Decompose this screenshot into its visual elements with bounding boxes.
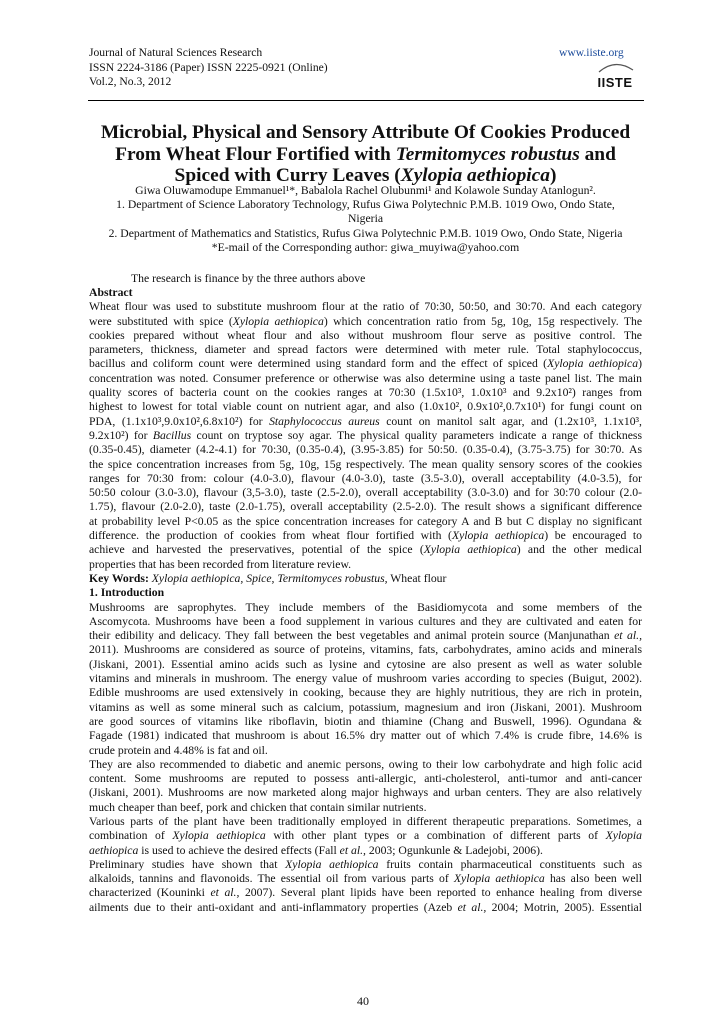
introduction-text: [89, 601, 642, 916]
text-line: their edibility and delicacy. They fall between the best vegetables and animal protein source (Manjunathan et al.,: [89, 629, 642, 643]
title-line-3: Spiced with Curry Leaves (Xylopia aethiopica): [174, 165, 557, 186]
text-line: difference. the production of cookies from wheat flour fortified with (Xylopia aethiopica) be encouraged to: [89, 529, 642, 543]
journal-volume: Vol.2, No.3, 2012: [89, 75, 172, 88]
text-line: 1.75), flavour (2.0-2.0), taste (2.0-1.75), overall acceptability (2.5-2.0). The result shows a significant difference: [89, 500, 642, 514]
title-line-1: Microbial, Physical and Sensory Attribute Of Cookies Produced: [100, 122, 631, 143]
text-line: highest to lowest for total viable count on nutrient agar, and also (1.0x10², 0.9x10²,0.7x10¹) for fungi count on: [89, 400, 642, 414]
keywords-line: Key Words: Xylopia aethiopica, Spice, Termitomyces robustus, Wheat flour: [89, 571, 447, 585]
abstract-heading: Abstract: [89, 286, 133, 299]
text-line: content. Some mushrooms are reputed to possess anti-allergic, anti-cholesterol, anti-tumor and anti-cancer: [89, 772, 642, 786]
text-line: Edible mushrooms are used extensively in cooking, because they are highly nutritious, they are rich in protein,: [89, 686, 642, 700]
affiliation-1-country: Nigeria: [347, 212, 384, 226]
text-line: vitamins and minerals in mushroom. The energy value of mushroom varies according to species (Buigut, 2002).: [89, 672, 642, 686]
journal-name: Journal of Natural Sciences Research: [89, 46, 263, 59]
text-line: characterized (Kouninki et al., 2007). Several plant lipids have been reported to enhance healing from diverse: [89, 886, 642, 900]
text-line: They are also recommended to diabetic and anemic persons, owing to their low carbohydrate and high folic acid: [89, 757, 642, 771]
paper-body: [89, 286, 642, 915]
affiliation-1: 1. Department of Science Laboratory Technology, Rufus Giwa Polytechnic P.M.B. 1019 Owo, Ondo State,: [116, 198, 615, 212]
header-rule: [88, 100, 644, 101]
author-list: Giwa Oluwamodupe Emmanuel¹*, Babalola Rachel Olubunmi¹ and Kolawole Sunday Atanlogun².: [135, 184, 596, 197]
text-line: Fagade (1981) indicated that mushroom is about 16.5% dry matter out of which 7.4% is crude fibre, 14.6% is: [89, 729, 642, 743]
text-line: (Jiskani, 2001). Mushrooms are now marketed along major highways and urban centers. They are also relatively: [89, 786, 642, 800]
title-line-2: From Wheat Flour Fortified with Termitomyces robustus and: [115, 143, 616, 165]
svg-text:IISTE: IISTE: [597, 75, 633, 90]
iiste-logo-icon: [589, 60, 641, 90]
text-line: concentration was noted. Consumer preference or otherwise was also determine using a taste panel list. The main: [89, 371, 642, 385]
text-line: much cheaper than beef, pork and chicken that contain similar nutrients.: [89, 800, 427, 814]
text-line: Ascomycota. Mushrooms have been a food supplement in various cultures and they are cultivated and eaten for: [89, 614, 642, 628]
text-line: bacillus and coliform count were determined using standard form and the effect of spiced (Xylopia aethiopica): [89, 357, 642, 371]
text-line: ranges for 70:30 from: colour (4.0-3.0), flavour (4.0-3.0), taste (3.5-3.0), overall acceptability (4.0-3.5), for: [89, 471, 642, 485]
text-line: (0.35-0.45), diameter (4.2-4.1) for 70:30, (0.35-0.4), (3.95-3.85) for 50:50. (0.35-0.4), (3.75-3.75) for 30:70. As: [89, 443, 642, 457]
text-line: achieve and harvested the preservatives, potential of the spice (Xylopia aethiopica) and the other medical: [89, 543, 642, 557]
author-block: [89, 184, 642, 255]
journal-url-link[interactable]: www.iiste.org: [559, 46, 624, 59]
text-line: are good sources of vitamins like riboflavin, biotin and thiamine (Chang and Buswell, 1996). Ogundana &: [89, 714, 642, 728]
journal-header: [89, 46, 328, 90]
text-line: ailments due to their anti-oxidant and anti-inflammatory properties (Azeb et al., 2004; Motrin, 2005). Essential: [89, 900, 642, 914]
text-line: Various parts of the plant have been traditionally employed in different therapeutic preparations. Sometimes, a: [89, 814, 642, 828]
funding-note: The research is finance by the three authors above: [131, 272, 366, 285]
text-line: alkaloids, tannins and flavonoids. The essential oil from various parts of Xylopia aethiopica has also been well: [89, 872, 642, 886]
text-line: at probability level P<0.05 as the spice concentration increases for category A and B but C display no significant: [89, 514, 642, 528]
text-line: 9.2x10²) for Bacillus count on tryptose soy agar. The physical quality parameters indicate a range of thickness: [89, 428, 642, 442]
introduction-heading: 1. Introduction: [89, 586, 165, 600]
abstract-text: [89, 300, 642, 572]
text-line: parameters, thickness, diameter and spread factors were determined with meter rule. Total staphylococcus,: [89, 343, 642, 357]
text-line: were substituted with spice (Xylopia aethiopica) which concentration ratio from 5g, 10g, 15g respectively. The: [89, 314, 642, 328]
text-line: (Jiskani, 2001). Essential amino acids such as lysine and cytosine are also present as well as water soluble: [89, 657, 642, 671]
text-line: Preliminary studies have shown that Xylopia aethiopica fruits contain pharmaceutical constituents such as: [89, 857, 642, 871]
text-line: crude protein and 4.48% is fat and oil.: [89, 743, 268, 757]
text-line: 2011). Mushrooms are considered as source of proteins, vitamins, fats, carbohydrates, amino acids and minerals: [89, 643, 642, 657]
text-line: vitamins as well as some mineral such as calcium, potassium, magnesium and iron (Jiskani, 2001). Mushroom: [89, 700, 642, 714]
affiliation-2: 2. Department of Mathematics and Statistics, Rufus Giwa Polytechnic P.M.B. 1019 Owo, Ondo State, Nigeria: [108, 226, 623, 240]
paper-title: [89, 122, 642, 187]
text-line: Mushrooms are saprophytes. They include members of the Basidiomycota and some members of the: [89, 600, 642, 614]
text-line: aethiopica is used to achieve the desired effects (Fall et al., 2003; Ogunkunle & Ladejobi, 2006).: [89, 843, 543, 857]
corresponding-email: *E-mail of the Corresponding author: giwa_muyiwa@yahoo.com: [211, 240, 520, 254]
text-line: quality scores of bacteria count on the cookies ranges at 70:30 (1.5x10³, 1.0x10³ and 9.2x10²) ranges from: [89, 386, 642, 400]
text-line: combination of Xylopia aethiopica with other plant types or a combination of different parts of Xylopia: [89, 829, 642, 843]
text-line: cookies prepared without wheat flour and also without mushroom flour serve as positive control. The: [89, 328, 642, 342]
text-line: PDA, (1.1x10³,9.0x10²,6.8x10²) for Staphylococcus aureus count on manitol salt agar, and (1.2x10³, 1.1x10³,: [89, 414, 642, 428]
page-number: 40: [357, 994, 369, 1008]
text-line: the spice concentration increases from 5g, 10g, 15g respectively. The mean quality sensory scores of the cookies: [89, 457, 642, 471]
text-line: Wheat flour was used to substitute mushroom flour at the ratio of 70:30, 50:50, and 30:70. And each category: [89, 300, 642, 314]
text-line: 50:50 colour (3.0-3.0), flavour (3,5-3.0), taste (2.5-2.0), overall acceptability (3.0-3.0) and for 30:70 colour (2.0-: [89, 486, 642, 500]
journal-issn: ISSN 2224-3186 (Paper) ISSN 2225-0921 (Online): [89, 60, 328, 74]
text-line: properties that has been recorded from literature review.: [89, 557, 352, 571]
